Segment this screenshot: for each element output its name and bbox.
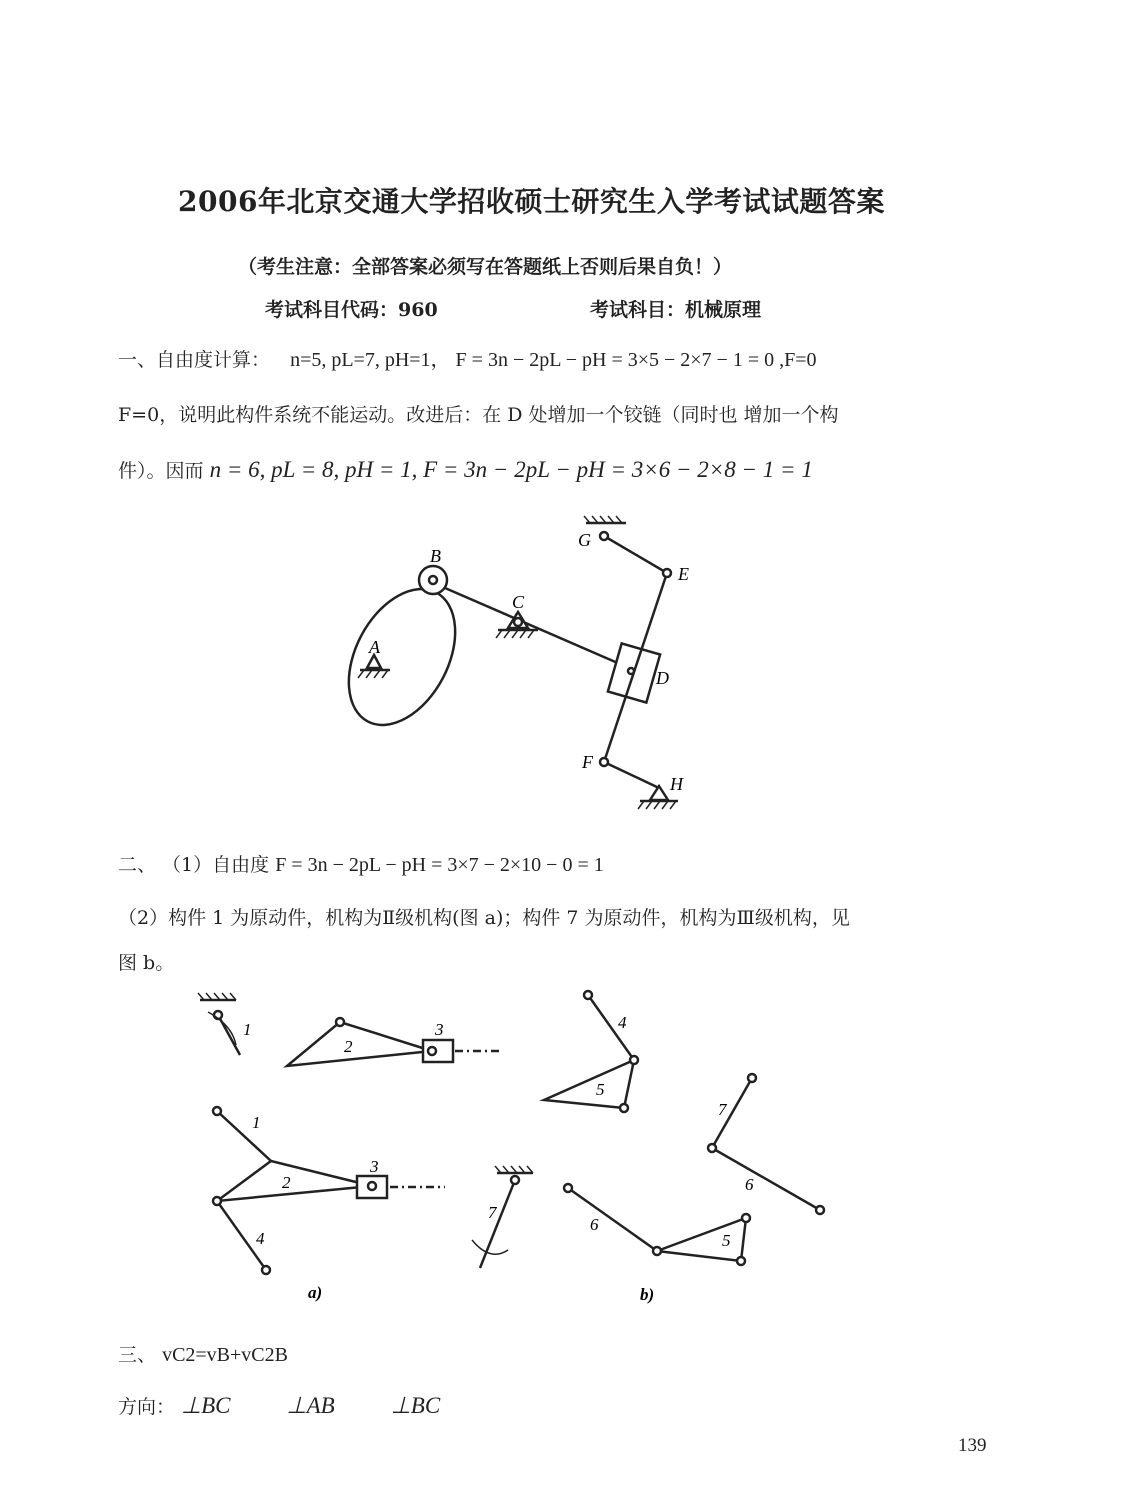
q3-prefix: 三、 [118,1344,157,1366]
q1-line2: F=0，说明此构件系统不能运动。改进后：在 D 处增加一个铰链（同时也 增加一个构 [118,404,839,426]
fig2-label-1b: 1 [252,1113,261,1132]
page-number: 139 [958,1435,987,1456]
fig2-caption-a: a) [308,1283,323,1302]
fig2-label-3a: 3 [435,1020,444,1039]
q3-line2 [118,1392,440,1419]
label-g: G [578,530,591,550]
fig2-label-7b: 7 [718,1100,727,1119]
fig2-caption-b: b) [640,1285,655,1304]
q3-direction-label: 方向： [118,1396,176,1418]
link-ge [604,536,667,573]
fig2-label-3b: 3 [370,1157,379,1176]
label-a: A [369,637,380,657]
q2-line1-formula: F = 3n − 2pL − pH = 3×7 − 2×10 − 0 = 1 [275,854,604,876]
q1-prefix: 一、自由度计算： [118,349,271,371]
q3-direction-1: ⊥BC [181,1393,231,1418]
fig2-label-6b: 6 [590,1215,599,1234]
fig2-label-7a: 7 [488,1203,497,1222]
fig2-label-4a: 4 [256,1229,265,1248]
q2-line3: 图 b。 [118,952,175,974]
exam-code: 考试科目代码：960 [265,299,438,321]
fig2-label-2b: 2 [282,1173,291,1192]
mechanism-diagram-1 [330,505,730,815]
fig2-label-4b: 4 [618,1013,627,1032]
page-title: 2006年北京交通大学招收硕士研究生入学考试试题答案 [178,185,885,218]
label-d: D [656,668,669,688]
pivot-h [650,786,668,800]
label-c: C [512,592,525,612]
q3-direction-2: ⊥AB [286,1393,335,1418]
mechanism-diagram-2 [190,985,840,1305]
q1-formula: n=5, pL=7, pH=1， F = 3n − 2pL − pH = 3×5 − 2×7 − 1 = 0 ,F=0 [290,349,817,371]
fig2-label-2a: 2 [344,1037,353,1056]
q1-line3 [118,456,813,483]
fig2-label-5b: 5 [722,1231,731,1250]
link-bcd [445,588,620,664]
q3-formula: vC2=vB+vC2B [162,1344,288,1366]
q3-line1 [118,1340,288,1367]
link-fh [604,762,659,788]
fig2-label-5a: 5 [596,1080,605,1099]
exam-notice: （考生注意：全部答案必须写在答题纸上否则后果自负！） [238,256,733,278]
fig2-label-6a: 6 [745,1175,754,1194]
q1-line3-formula: n = 6, pL = 8, pH = 1, F = 3n − 2pL − pH = 3×6 − 2×8 − 1 = 1 [209,457,813,482]
q2-line2: （2）构件 1 为原动件，机构为Ⅱ级机构(图 a)；构件 7 为原动件，机构为Ⅲ级机构，见 [118,907,850,929]
roller-b [419,566,447,594]
q2-line1-prefix: 二、 （1）自由度 [118,854,270,876]
fig2-label-1a: 1 [243,1020,252,1039]
exam-subject: 考试科目：机械原理 [590,299,762,321]
q2-line1 [118,850,604,877]
label-b: B [430,546,441,566]
q1-line1 [118,343,817,372]
q1-line3-prefix: 件）。因而 [118,460,204,482]
label-e: E [678,564,689,584]
q3-direction-3: ⊥BC [390,1393,441,1418]
label-f: F [582,752,593,772]
cam-ellipse [330,571,477,743]
label-h: H [670,774,683,794]
